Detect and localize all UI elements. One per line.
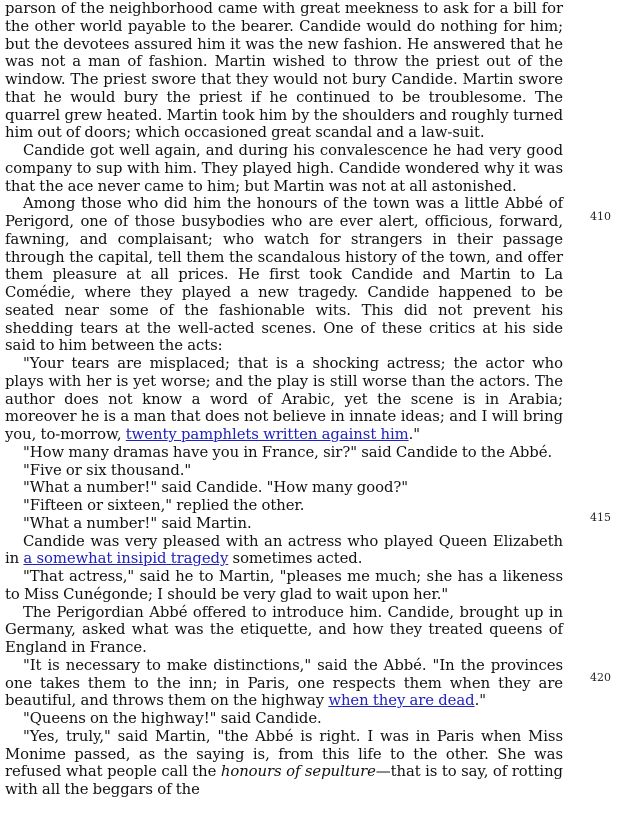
text-run: "Your tears are misplaced; that is a shocking actress; the actor who plays with her is yet worse; and the play is still worse than the actors. The author does not know a word of Arabic, yet the scene is in Arabia; moreover he is a man that does not believe in innate ideas; and I will bring you, to-morrow,	[5, 355, 563, 443]
paragraph-p4	[5, 355, 563, 444]
text-run: "Queens on the highway!" said Candide.	[23, 710, 322, 727]
text-run: sometimes acted.	[228, 550, 363, 568]
text-run: Candide got well again, and during his convalescence he had very good company to sup with him. They played high. Candide wondered why it was that the ace never came to him; but Martin was not at all astonished.	[5, 142, 563, 195]
paragraph-p10	[5, 533, 563, 569]
text-run: Candide was very pleased with an actress who played Queen Elizabeth in	[5, 532, 563, 568]
text-run: The Perigordian Abbé offered to introduce him. Candide, brought up in Germany, asked what was the etiquette, and how they treated queens of England in France.	[5, 603, 563, 656]
text-run: "How many dramas have you in France, sir?" said Candide to the Abbé.	[23, 443, 553, 461]
text-run: parson of the neighborhood came with great meekness to ask for a bill for the other world payable to the bearer. Candide would do nothing for him; but the devotees assured him it was the new fashion. He answered that he was not a man of fashion. Martin wished to throw the priest out of the window. The priest swore that they would not bury Candide. Martin swore that he would bury the priest if he continued to be troublesome. The quarrel grew heated. Martin took him by the shoulders and roughly turned him out of doors; which occasioned great scandal and a law-suit.	[5, 0, 563, 142]
paragraph-p12	[5, 604, 563, 657]
paragraph-p15	[5, 728, 563, 799]
link-insipid-tragedy[interactable]: a somewhat insipid tragedy	[23, 550, 229, 568]
text-run: "It is necessary to make distinctions," said the Abbé. "In the provinces one takes them to the inn; in Paris, one respects them when they are beautiful, and throws them on the highway	[5, 656, 563, 710]
link-twenty-pamphlets[interactable]: twenty pamphlets written against him	[125, 426, 409, 443]
text-run: "Yes, truly," said Martin, "the Abbé is right. I was in Paris when Miss Monime passed, as the saying is, from this life to the other. She was refused what people call the	[5, 727, 563, 781]
text-run: "Fifteen or sixteen," replied the other.	[23, 497, 305, 514]
paragraph-p2	[5, 142, 563, 195]
line-number-415: 415	[590, 511, 611, 524]
paragraph-p8	[5, 497, 563, 515]
paragraph-p5	[5, 444, 563, 462]
text-run: "That actress," said he to Martin, "pleases me much; she has a likeness to Miss Cunégonde; I should be very glad to wait upon her."	[5, 568, 563, 603]
text-run: "What a number!" said Martin.	[23, 514, 252, 532]
text-run: ."	[474, 692, 487, 710]
paragraph-p11	[5, 568, 563, 604]
italic-phrase: honours of sepulture	[220, 763, 376, 781]
paragraph-p3	[5, 195, 563, 355]
text-run: —that is to say, of rotting with all the beggars of the	[5, 763, 563, 798]
line-number-410: 410	[590, 210, 611, 223]
paragraph-p6	[5, 462, 563, 480]
text-run: "Five or six thousand."	[23, 461, 192, 479]
body-text	[5, 0, 563, 799]
link-when-they-are-dead[interactable]: when they are dead	[328, 692, 475, 710]
text-run: ."	[408, 426, 421, 443]
paragraph-p1	[5, 0, 563, 142]
text-run: "What a number!" said Candide. "How many good?"	[23, 479, 409, 497]
paragraph-p9	[5, 515, 563, 533]
paragraph-p7	[5, 479, 563, 497]
text-run: Among those who did him the honours of the town was a little Abbé of Perigord, one of those busybodies who are ever alert, officious, forward, fawning, and complaisant; who watch for strangers in their passage through the capital, tell them the scandalous history of the town, and offer them pleasure at all prices. He first took Candide and Martin to La Comédie, where they played a new tragedy. Candide happened to be seated near some of the fashionable wits. This did not prevent his shedding tears at the well-acted scenes. One of these critics at his side said to him between the acts:	[5, 195, 563, 355]
paragraph-p14	[5, 710, 563, 728]
line-number-420: 420	[590, 671, 611, 684]
paragraph-p13	[5, 657, 563, 710]
